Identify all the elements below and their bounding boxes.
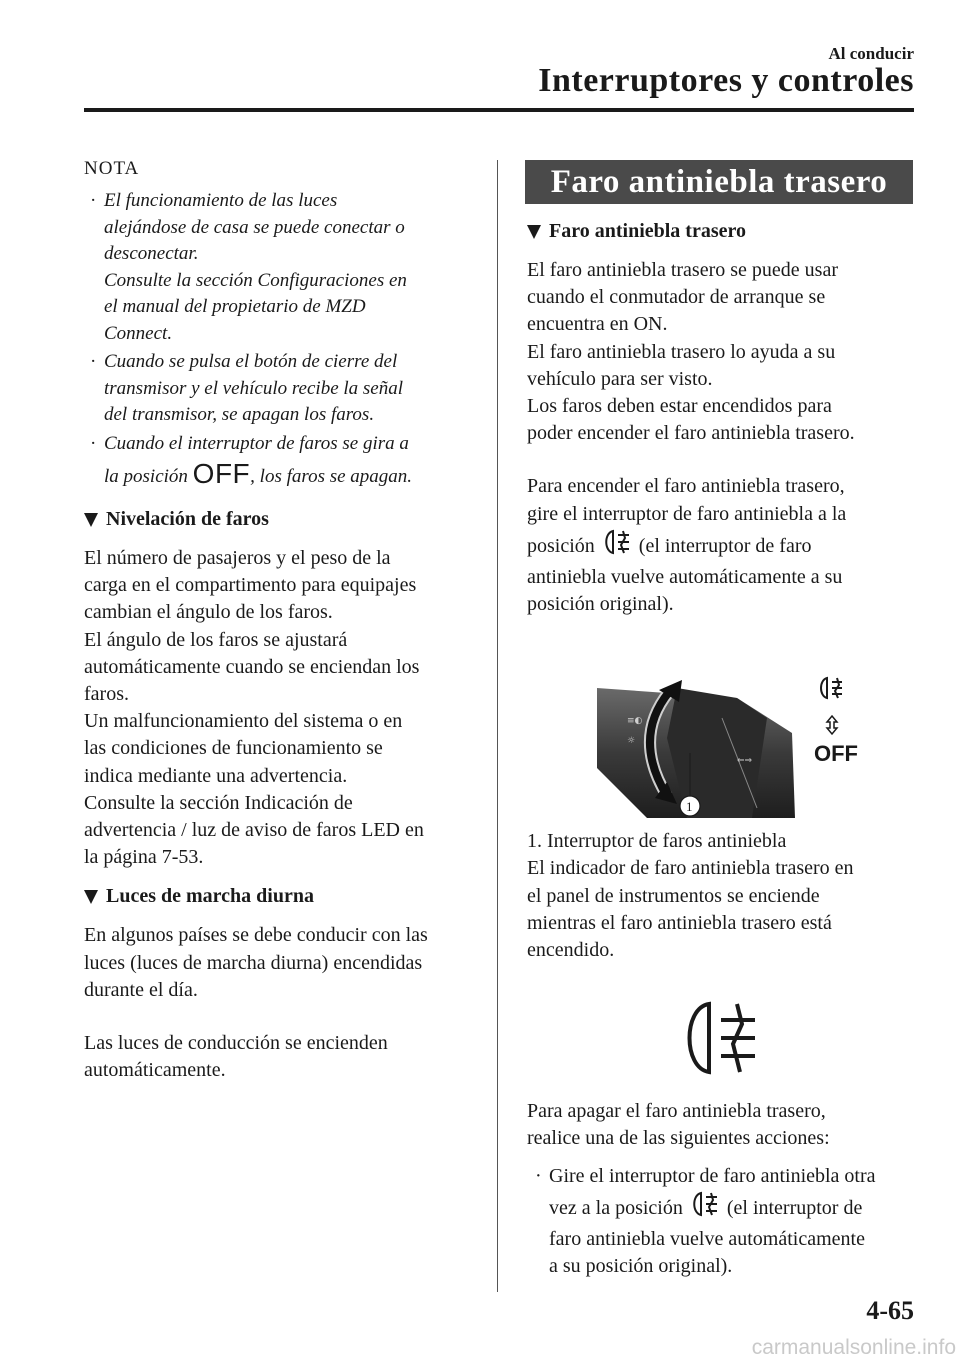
text-line: carga en el compartimento para equipajes [84, 574, 417, 597]
text-line: el panel de instrumentos se enciende [527, 884, 820, 907]
note-line: Connect. [104, 322, 173, 344]
paragraph [527, 1098, 917, 1152]
text-line: durante el día. [84, 978, 198, 1001]
text-fragment: (el interruptor de [726, 1196, 863, 1219]
text-line: Un malfuncionamiento del sistema o en [84, 710, 403, 733]
note-line: Cuando el interruptor de faros se gira a [104, 432, 409, 454]
paragraph [527, 257, 917, 447]
text-line: El indicador de faro antiniebla trasero en [527, 857, 854, 880]
rear-fog-indicator-icon [679, 1000, 765, 1076]
text-line [527, 528, 917, 564]
lever-illustration [527, 658, 927, 818]
text-line: El faro antiniebla trasero se puede usar [527, 259, 838, 281]
text-line: realice una de las siguientes acciones: [527, 1127, 830, 1150]
note-item [84, 349, 484, 429]
text-line: la página 7-53. [84, 846, 204, 869]
text-fragment: vez a la posición [549, 1196, 683, 1219]
bullet-icon: · [90, 190, 97, 211]
text-line: Las luces de conducción se encienden [84, 1032, 388, 1055]
bullet-icon: · [90, 351, 97, 372]
text-line: posición original). [527, 593, 674, 616]
bullet-icon: · [90, 432, 97, 454]
text-fragment: (el interruptor de faro [638, 534, 812, 557]
bullet-icon: · [535, 1164, 542, 1187]
left-column [84, 158, 484, 1084]
note-line: Cuando se pulsa el botón de cierre del [104, 351, 398, 372]
fog-switch-figure [527, 658, 927, 818]
header-rule [84, 108, 914, 112]
note-line: Consulte la sección Configuraciones en [104, 269, 407, 291]
text-line: cuando el conmutador de arranque se [527, 286, 826, 309]
svg-text:☼: ☼ [627, 736, 636, 747]
text-line: faro antiniebla vuelve automáticamente [549, 1227, 865, 1250]
paragraph [84, 1030, 484, 1084]
subheading-text: Luces de marcha diurna [106, 885, 314, 908]
text-line: vehículo para ser visto. [527, 367, 713, 390]
list-item [527, 1163, 917, 1281]
text-line: En algunos países se debe conducir con las [84, 924, 428, 947]
off-position-symbol: OFF [192, 458, 251, 489]
note-line [104, 457, 484, 494]
svg-text:⇐⇒: ⇐⇒ [737, 756, 753, 767]
text-line: automáticamente cuando se enciendan los [84, 655, 420, 678]
up-down-arrow-icon [827, 716, 837, 734]
text-line: mientras el faro antiniebla trasero está [527, 911, 832, 934]
text-line: cambian el ángulo de los faros. [84, 601, 333, 624]
note-line: transmisor y el vehículo recibe la señal [104, 377, 404, 399]
paragraph [84, 545, 484, 871]
text-line: luces (luces de marcha diurna) encendidas [84, 951, 423, 974]
text-line: El faro antiniebla trasero lo ayuda a su [527, 340, 836, 363]
text-line: Gire el interruptor de faro antiniebla otra [549, 1164, 876, 1187]
text-fragment: posición [527, 534, 595, 557]
text-line: faros. [84, 683, 129, 706]
text-line: gire el interruptor de faro antiniebla a la [527, 502, 847, 525]
note-line: alejándose de casa se puede conectar o [104, 216, 405, 238]
text-line: antiniebla vuelve automáticamente a su [527, 565, 843, 588]
callout-number: 1 [686, 799, 693, 815]
text-line: El ángulo de los faros se ajustará [84, 628, 348, 651]
text-line: El número de pasajeros y el peso de la [84, 547, 391, 569]
page-title: Interruptores y controles [538, 62, 914, 99]
text-line: Para apagar el faro antiniebla trasero, [527, 1100, 826, 1123]
note-item [84, 431, 484, 495]
rear-fog-light-icon [821, 678, 842, 698]
paragraph [84, 922, 484, 1004]
section-subheading [84, 885, 484, 908]
text-line: indica mediante una advertencia. [84, 764, 348, 787]
page-number: 4-65 [866, 1296, 914, 1325]
note-line: del transmisor, se apagan los faros. [104, 404, 375, 425]
off-label: OFF [814, 741, 858, 767]
text-line: Consulte la sección Indicación de [84, 791, 353, 814]
paragraph [527, 855, 917, 964]
text-line: Para encender el faro antiniebla trasero, [527, 475, 845, 498]
text-line: a su posición original). [549, 1255, 733, 1278]
text-line [549, 1190, 917, 1226]
triangle-marker-icon [84, 513, 98, 527]
nota-label: NOTA [84, 158, 140, 179]
note-line: el manual del propietario de MZD [104, 296, 366, 317]
column-divider [497, 160, 498, 1292]
text-line: poder encender el faro antiniebla trasero. [527, 422, 855, 445]
text-line: las condiciones de funcionamiento se [84, 737, 383, 760]
rear-fog-light-icon [600, 528, 634, 556]
watermark: carmanualsonline.info [751, 1336, 956, 1359]
text-line: encuentra en ON. [527, 313, 668, 336]
text-line: Los faros deben estar encendidos para [527, 395, 832, 418]
section-subheading [527, 220, 917, 243]
note-text: la posición [104, 466, 188, 487]
text-line: advertencia / luz de aviso de faros LED en [84, 819, 424, 842]
paragraph [527, 473, 917, 618]
subheading-text: Faro antiniebla trasero [549, 220, 747, 242]
text-line: automáticamente. [84, 1059, 226, 1082]
chapter-label: Al conducir [828, 44, 914, 63]
text-line: encendido. [527, 939, 615, 962]
note-item [84, 188, 484, 347]
svg-text:≡◐: ≡◐ [627, 716, 643, 727]
triangle-marker-icon [84, 890, 98, 904]
rear-fog-light-icon [688, 1190, 722, 1218]
triangle-marker-icon [527, 225, 541, 239]
section-subheading [84, 508, 484, 531]
right-column [527, 160, 917, 1280]
callout-caption: 1. Interruptor de faros antiniebla [527, 830, 787, 853]
section-banner: Faro antiniebla trasero [525, 160, 913, 204]
note-text: , los faros se apagan. [250, 466, 413, 487]
note-line: El funcionamiento de las luces [104, 190, 338, 211]
subheading-text: Nivelación de faros [106, 508, 269, 530]
note-line: desconectar. [104, 243, 199, 264]
